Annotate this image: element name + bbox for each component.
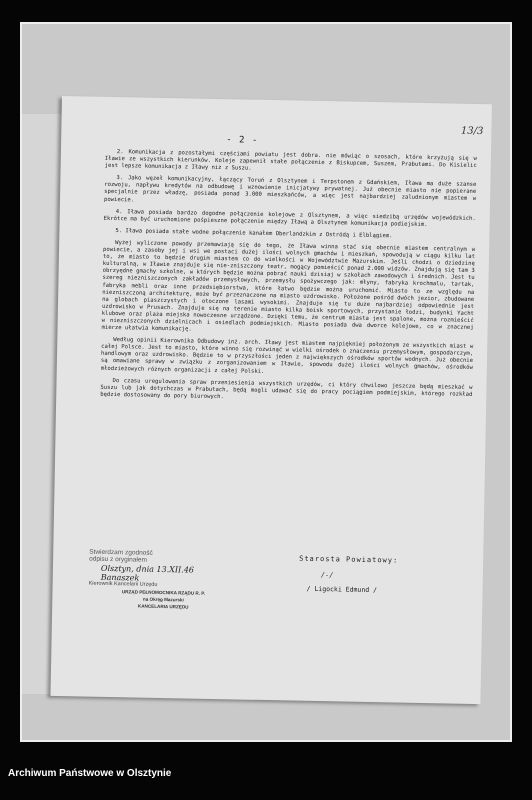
document-page xyxy=(50,96,491,704)
archive-label: Archiwum Państwowe w Olsztynie xyxy=(8,768,172,779)
page-number: - 2 - xyxy=(226,135,259,146)
institution-office: KANCELARIA URZĘDU xyxy=(137,603,189,610)
paragraph: 5. Iława posiada stałe wodne połączenie kanałem Oberlandzkim z Ostródą i Elblągiem. xyxy=(115,227,393,240)
signer-name: / Ligocki Edmund / xyxy=(306,584,378,595)
certifier-role: Kierownik Kancelarii Urzędu xyxy=(88,580,158,588)
paragraph: 3. Jako węzeł komunikacyjny, łączący Toruń z Olsztynem i Terpstonem z Gdańskiem, Iława ma duże szanse rozwoju, napływu kredytów na odbudowę i wznowienie inicjatywy prywatnej. Już obecnie miasto nie popierane specjalnie przez władzę, posiada ponad 3.000 mieszkańców, a więc jest najbardziej zaludnionym miastem w powiecie. xyxy=(103,175,477,203)
paragraph: Według opinii Kierownika Odbudowy inż. arch. Iławy jest miastem najpiękniej położonym ze wszystkich miast w całej Polsce. Jest to miasto, które winno się rozwinąć w wielki ośrodek o znaczeniu przemysłowym, gospodarczym, handlowym oraz uzdrowisko. Będzie to w przyszłości jeden z największych ośrodków sportów wodnych. Już obecnie są omawiane sprawy w związku z zorganizowaniem w Iławie, spowodu dużej ilości wolnych gmachów, ośrodków młodzieżowych różnych organizacji z całej Polski. xyxy=(100,337,474,375)
signature-area xyxy=(87,549,479,676)
scanner-background xyxy=(20,22,512,742)
paragraph: Wyżej wyliczone powody przemawiają się do tego, że Iława winna stać się obecnie miastem centralnym w powiecie, a zasoby jej i wsi we postaci dużej ilości wolnych gmachów i mieszkań, spowodują w ciągu kilku lat to, że miasto to będzie drugim miastem co do wielkości w Województwie Mazurskim. Jeśli chodzi o dziedzinę kulturalną, w Iławie znajduje się nie-zniszczony teatr, mogący pomieścić ponad 2.000 widzów. Znajdują się tam 3 obrzyędne gmachy szkolne, w których będzie można pobrać nauki dzisiaj w szkołach zawodowych i średnich. Jest tu szereg niezniszczonych zakładów przemysłowych, przemysłu spożywczego jak: młyny, fabryka krochmalu, tartak, fabryka mebli oraz inne przedsiębiorstwa, które łatwo będzie można uruchomić. Miasto to ze względu na niezniszczoną architekturę, może być przeznaczone na miasto uzdrowisko. Położone pośród dwóch jezior, zbudowane na globach piaszczystych i otoczone lasami wysokimi. Znajduje się tu duże najbardziej odpowiednie jest uzdrowisko w Prusach. Znajduje się na terenie miasto kilka boisk sportowych, przystanie łodzi, budynki Yacht klubowe oraz plaża miejska nowoczesne urządzone. Dzięki temu, że centrum miasta jest spalone, można rozmieścić w niezniszczonych dzielnicach i osiedlach podmiejskich. Miasto posiada dwa dworce kolejowe, co w znacznej mierze ułatwia komunikację. xyxy=(101,239,476,333)
handwritten-signature: Banaszek xyxy=(100,572,140,583)
paragraph: 4. Iława posiada bardzo dogodne połączenie kolejowe z Olsztynem, a więc siedzibą urzędów wojewódzkich. Ekrótce ma być uruchomione pośpieszne połączenie między Iławą a Olsztynem komunikacja podiejskim. xyxy=(103,208,476,228)
certification-line-2: odpisu z oryginałem xyxy=(89,555,147,564)
institution-name: URZĄD PEŁNOMOCNIKA RZĄDU R. P. xyxy=(121,589,206,596)
signature-mark: /-/ xyxy=(320,571,334,580)
starosta-title: Starosta Powiatowy: xyxy=(299,554,399,565)
certification-line-1: Stwierdzam zgodność xyxy=(89,548,153,557)
paragraph: 2. Komunikacja z pozostałymi częściami powiatu jest dobra. nie mówiąc o szosach, które krzyżują się w Iławie ze wszystkich kierunków. Koleje zapewnił stałe połączenie z Biskupcem, Suszem, Prabutami. Do Kisielic jest lepsze komunikacja z Iławy niż z Suszu. xyxy=(104,149,477,172)
paragraph: Do czasu uregulowania spraw przeniesienia wszystkich urzędów, ci który chwilowo jeszcze będą mieszkać w Suszu lub jak dotychczas w Prabutach, będą mogli udawać się do pracy pociągiem podmiejskim, którego rozkład będzie dostosowany do pory biurowych. xyxy=(100,377,473,400)
document-body xyxy=(100,149,477,411)
archive-page-annotation: 13/3 xyxy=(460,125,484,138)
handwritten-date: Olsztyn, dnia 13.XII.46 xyxy=(100,563,195,575)
institution-region: na Okręg Mazurski xyxy=(142,596,184,603)
certification-stamp xyxy=(88,549,239,612)
